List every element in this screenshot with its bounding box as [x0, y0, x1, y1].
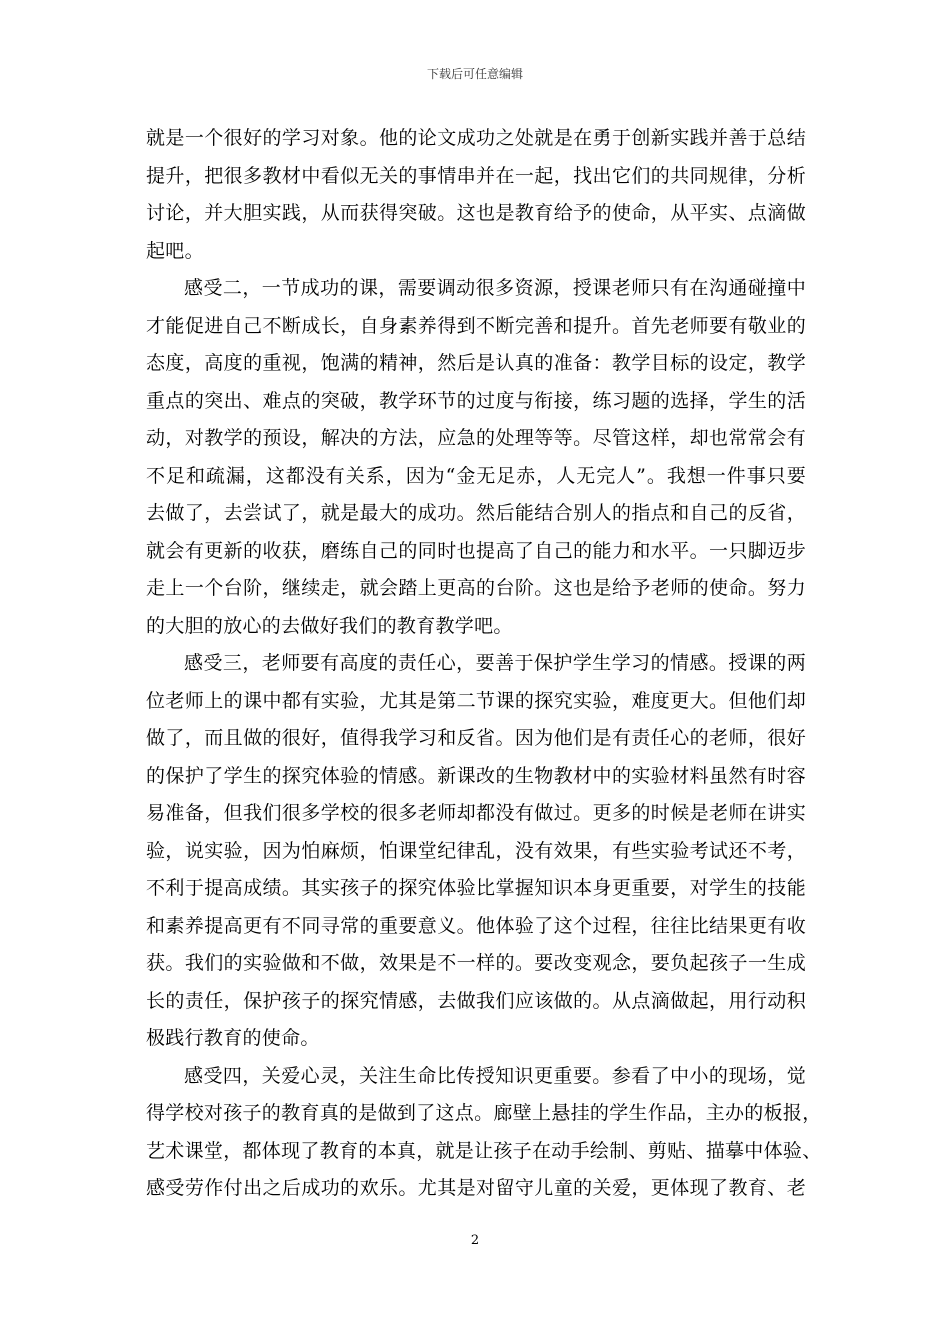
paragraph — [146, 120, 806, 270]
text-line: 不足和疏漏，这都没有关系，因为“金无足赤，人无完人”。我想一件事只要 — [146, 464, 806, 487]
paragraph — [146, 270, 806, 645]
text-line: 的大胆的放心的去做好我们的教育教学吧。 — [146, 614, 513, 637]
text-line: 讨论，并大胆实践，从而获得突破。这也是教育给予的使命，从平实、点滴做 — [146, 202, 806, 224]
text-line: 得学校对孩子的教育真的是做到了这点。廊壁上悬挂的学生作品，主办的板报， — [146, 1102, 822, 1124]
text-line: 就会有更新的收获，磨练自己的同时也提高了自己的能力和水平。一只脚迈步 — [146, 539, 806, 562]
page-header: 下载后可任意编辑 — [426, 67, 523, 81]
text-line: 感受二，一节成功的课，需要调动很多资源，授课老师只有在沟通碰撞中 — [184, 277, 806, 299]
text-line: 感受四，关爱心灵，关注生命比传授知识更重要。参看了中小的现场，觉 — [184, 1064, 806, 1087]
text-line: 走上一个台阶，继续走，就会踏上更高的台阶。这也是给予老师的使命。努力 — [146, 577, 806, 599]
text-line: 不利于提高成绩。其实孩子的探究体验比掌握知识本身更重要，对学生的技能 — [146, 877, 806, 899]
text-line: 提升，把很多教材中看似无关的事情串并在一起，找出它们的共同规律，分析 — [146, 164, 806, 187]
document-body — [146, 120, 822, 1208]
paragraph — [146, 645, 806, 1058]
text-line: 极践行教育的使命。 — [146, 1027, 320, 1049]
text-line: 感受劳作付出之后成功的欢乐。尤其是对留守儿童的关爱，更体现了教育、老 — [146, 1177, 806, 1199]
text-line: 长的责任，保护孩子的探究情感，去做我们应该做的。从点滴做起，用行动积 — [146, 989, 806, 1012]
text-line: 易准备，但我们很多学校的很多老师却都没有做过。更多的时候是老师在讲实 — [146, 802, 806, 824]
paragraph — [146, 1058, 822, 1208]
text-line: 感受三，老师要有高度的责任心，要善于保护学生学习的情感。授课的两 — [184, 652, 806, 674]
text-line: 才能促进自己不断成长，自身素养得到不断完善和提升。首先老师要有敬业的 — [146, 314, 806, 337]
text-line: 去做了，去尝试了，就是最大的成功。然后能结合别人的指点和自己的反省， — [146, 502, 806, 524]
text-line: 动，对教学的预设，解决的方法，应急的处理等等。尽管这样，却也常常会有 — [146, 427, 806, 449]
text-line: 态度，高度的重视，饱满的精神，然后是认真的准备：教学目标的设定，教学 — [146, 352, 806, 374]
text-line: 位老师上的课中都有实验，尤其是第二节课的探究实验，难度更大。但他们却 — [146, 689, 806, 712]
text-line: 就是一个很好的学习对象。他的论文成功之处就是在勇于创新实践并善于总结 — [146, 127, 806, 149]
text-line: 验，说实验，因为怕麻烦，怕课堂纪律乱，没有效果，有些实验考试还不考， — [146, 839, 806, 862]
text-line: 和素养提高更有不同寻常的重要意义。他体验了这个过程，往往比结果更有收 — [146, 914, 806, 937]
text-line: 的保护了学生的探究体验的情感。新课改的生物教材中的实验材料虽然有时容 — [146, 764, 806, 787]
text-line: 重点的突出、难点的突破，教学环节的过度与衔接，练习题的选择，学生的活 — [146, 389, 806, 412]
text-line: 做了，而且做的很好，值得我学习和反省。因为他们是有责任心的老师，很好 — [146, 727, 806, 749]
text-line: 起吧。 — [146, 239, 204, 262]
text-line: 获。我们的实验做和不做，效果是不一样的。要改变观念，要负起孩子一生成 — [146, 952, 806, 974]
text-line: 艺术课堂，都体现了教育的本真，就是让孩子在动手绘制、剪贴、描摹中体验、 — [146, 1139, 822, 1162]
page-number: 2 — [470, 1233, 480, 1248]
